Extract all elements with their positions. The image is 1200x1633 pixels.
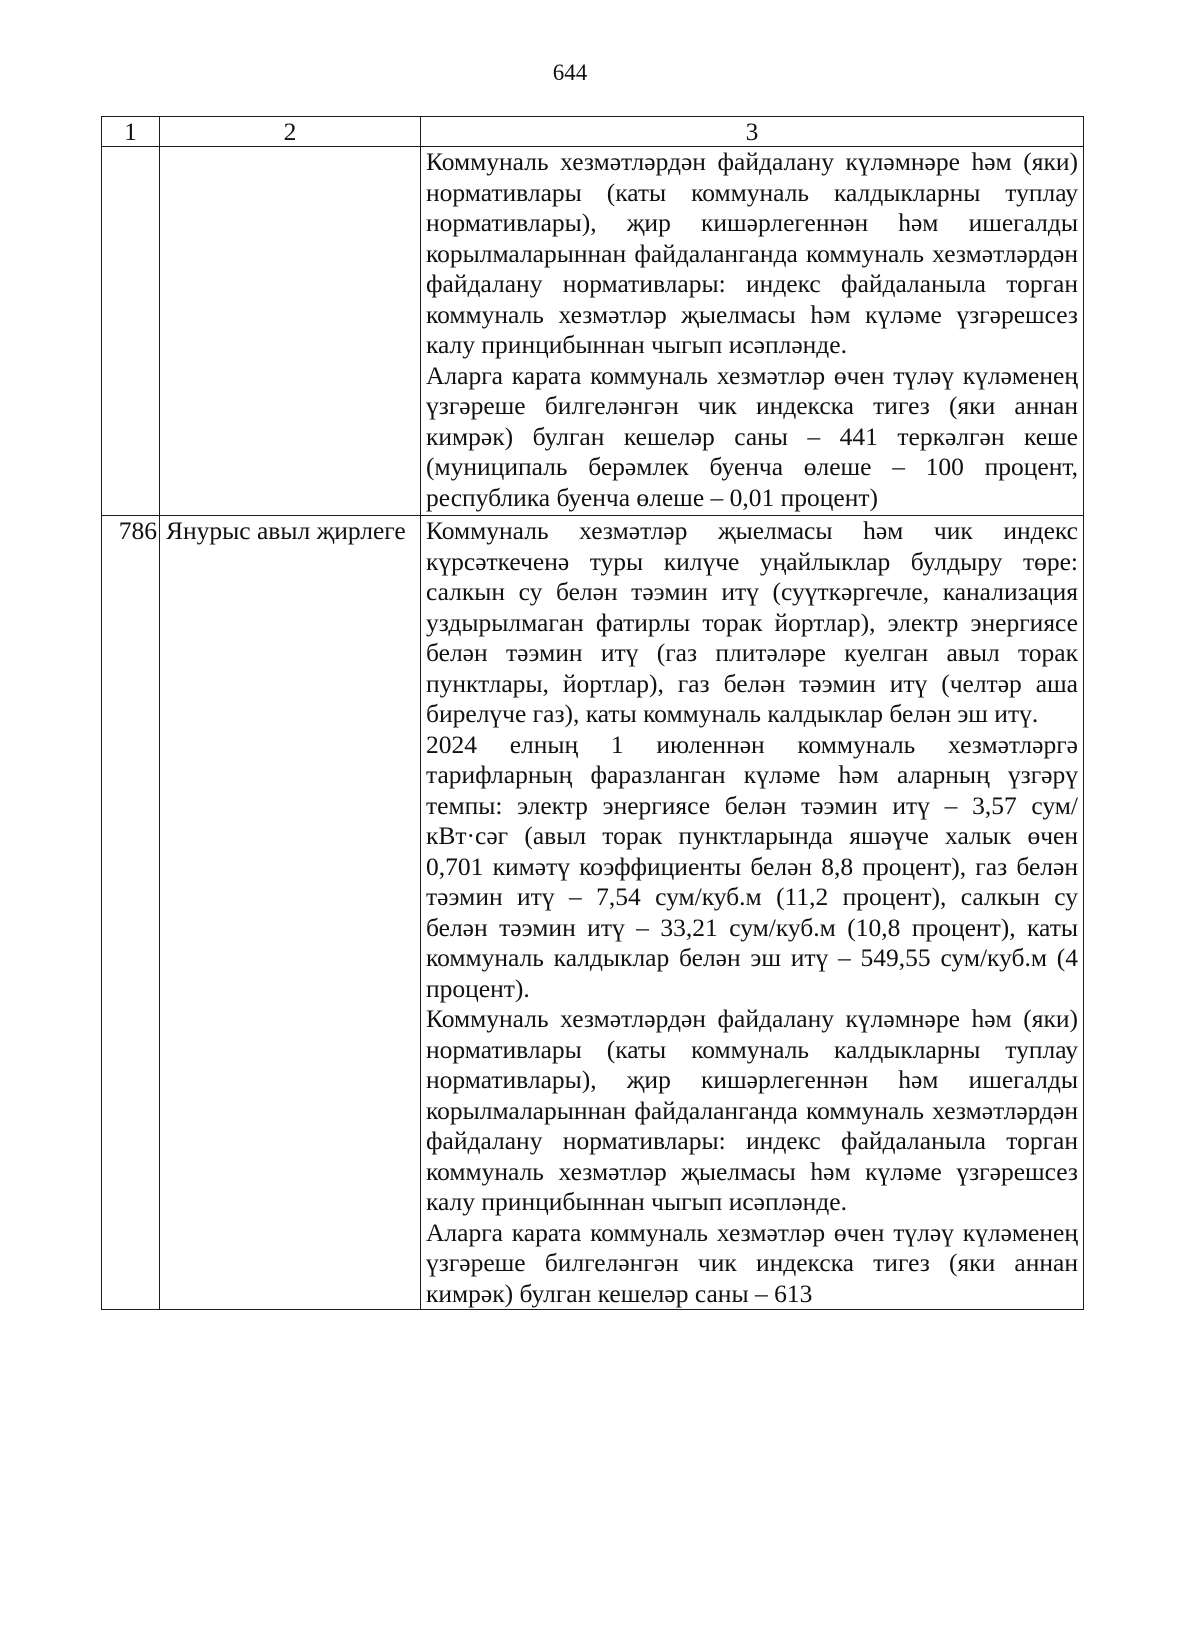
- municipal-tariff-table: [101, 116, 1084, 1310]
- table-header-row: [102, 117, 1084, 147]
- settlement-name-cell: [160, 147, 421, 516]
- column-header-1: 1: [102, 117, 160, 147]
- table-row-continuation: [102, 147, 1084, 516]
- paragraph-norms: Коммуналь хезмәтләрдән файдалану күләмнәре һәм (яки) нормативлары (каты коммуналь калдыкларны туплау нормативлары), җир кишәрлегеннән һәм ишегалды корылмаларыннан файдаланганда коммуналь хезмәтләрдән файдалану нормативлары: индекс файдаланыла торган коммуналь хезмәтләр җыелмасы һәм күләме үзгәрешсез калу принцибыннан чыгып исәпләнде.: [426, 1004, 1078, 1216]
- column-header-2: 2: [160, 117, 421, 147]
- page-number: 644: [552, 60, 588, 85]
- paragraph-persons-count: Аларга карата коммуналь хезмәтләр өчен түләү күләменең үзгәреше билгеләнгән чик индекска тигез (яки аннан кимрәк) булган кешеләр саны – 441 теркәлгән кеше (муниципаль берәмлек буенча өлеше – 100 процент, республика буенча өлеше – 0,01 процент): [426, 360, 1078, 512]
- column-header-3: 3: [421, 117, 1084, 147]
- table-row-786: [102, 516, 1084, 1310]
- row-number-cell: 786: [102, 516, 160, 1310]
- paragraph-norms: Коммуналь хезмәтләрдән файдалану күләмнәре һәм (яки) нормативлары (каты коммуналь калдыкларны туплау нормативлары), җир кишәрлегеннән һәм ишегалды корылмаларыннан файдаланганда коммуналь хезмәтләрдән файдалану нормативлары: индекс файдаланыла торган коммуналь хезмәтләр җыелмасы һәм күләме үзгәрешсез калу принцибыннан чыгып исәпләнде.: [426, 147, 1078, 359]
- description-cell: [421, 516, 1084, 1310]
- paragraph-tariffs: 2024 елның 1 июленнән коммуналь хезмәтләргә тарифларның фаразланган күләме һәм аларның үзгәрү темпы: электр энергиясе белән тәэмин итү – 3,57 сум/кВт·сәг (авыл торак пунктларында яшәүче халык өчен 0,701 кимәтү коэффициенты белән 8,8 процент), газ белән тәэмин итү – 7,54 сум/куб.м (11,2 процент), салкын су белән тәэмин итү – 33,21 сум/куб.м (10,8 процент), каты коммуналь калдыклар белән эш итү – 549,55 сум/куб.м (4 процент).: [426, 729, 1078, 1003]
- settlement-name-cell: Янурыс авыл җирлеге: [160, 516, 421, 1310]
- paragraph-utilities-set: Коммуналь хезмәтләр җыелмасы һәм чик индекс күрсәткеченә туры килүче уңайлыклар булдыру төре: салкын су белән тәэмин итү (суүткәргечле, канализация уздырылмаган фатирлы торак йортлар), электр энергиясе белән тәэмин итү (газ плитәләре куелган авыл торак пунктлары, йортлар), газ белән тәэмин итү (челтәр аша бирелүче газ), каты коммуналь калдыклар белән эш итү.: [426, 516, 1078, 728]
- description-cell: [421, 147, 1084, 516]
- paragraph-persons-count: Аларга карата коммуналь хезмәтләр өчен түләү күләменең үзгәреше билгеләнгән чик индекска тигез (яки аннан кимрәк) булган кешеләр саны – 613: [426, 1217, 1078, 1308]
- row-number-cell: [102, 147, 160, 516]
